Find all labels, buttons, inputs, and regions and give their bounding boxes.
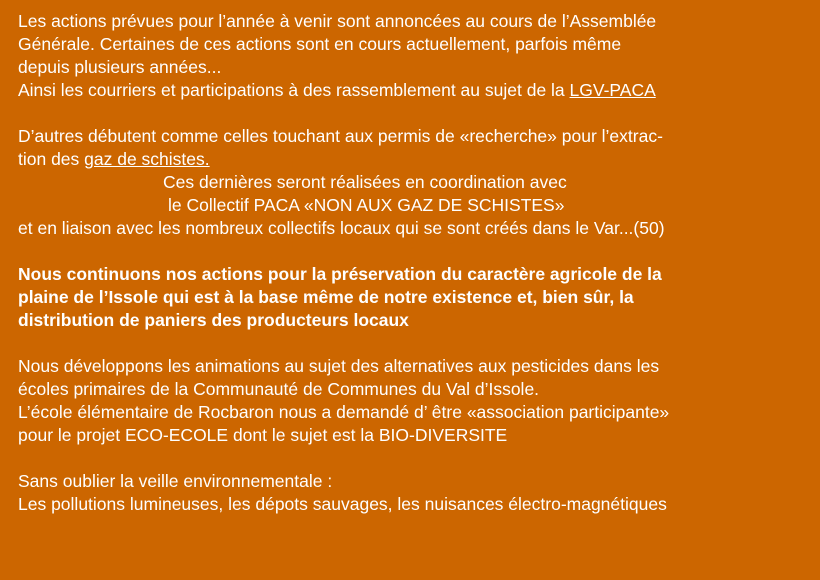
spacer <box>18 240 808 263</box>
paragraph-agricultural-plain <box>18 263 808 332</box>
text-line: L’école élémentaire de Rocbaron nous a demandé d’ être «association participante» <box>18 402 670 422</box>
text-line: et en liaison avec les nombreux collectifs locaux qui se sont créés dans le Var...(50) <box>18 218 665 238</box>
paragraph-annual-actions <box>18 10 808 102</box>
text-line: Sans oublier la veille environnementale : <box>18 471 333 491</box>
paragraph-shale-gas <box>18 125 808 240</box>
text-page <box>18 10 808 516</box>
text-line <box>18 148 808 171</box>
text-line: écoles primaires de la Communauté de Communes du Val d’Issole. <box>18 379 540 399</box>
gaz-de-schistes-link[interactable]: gaz de schistes. <box>84 149 210 169</box>
text-line: Les actions prévues pour l’année à venir sont annoncées au cours de l’Assemblée <box>18 11 657 31</box>
text-line: Ces dernières seront réalisées en coordination avec <box>163 172 567 192</box>
spacer <box>18 102 808 125</box>
text-line: Nous continuons nos actions pour la préservation du caractère agricole de la <box>18 264 662 284</box>
text-line: distribution de paniers des producteurs locaux <box>18 310 409 330</box>
text-line: D’autres débutent comme celles touchant aux permis de «recherche» pour l’extrac- <box>18 126 663 146</box>
text-line: le Collectif PACA «NON AUX GAZ DE SCHISTES» <box>168 195 565 215</box>
lgv-paca-link[interactable]: LGV-PACA <box>569 80 656 100</box>
paragraph-pesticides <box>18 355 808 447</box>
paragraph-environmental-watch <box>18 470 808 516</box>
text-fragment: tion des <box>18 149 85 169</box>
text-line: plaine de l’Issole qui est à la base même de notre existence et, bien sûr, la <box>18 287 634 307</box>
text-line: Générale. Certaines de ces actions sont en cours actuellement, parfois même <box>18 34 622 54</box>
spacer <box>18 332 808 355</box>
spacer <box>18 447 808 470</box>
text-fragment: Ainsi les courriers et participations à des rassemblement au sujet de la <box>18 80 570 100</box>
text-line: Nous développons les animations au sujet des alternatives aux pesticides dans les <box>18 356 660 376</box>
text-line: depuis plusieurs années... <box>18 57 222 77</box>
text-line: pour le projet ECO-ECOLE dont le sujet est la BIO-DIVERSITE <box>18 425 508 445</box>
text-line: Les pollutions lumineuses, les dépots sauvages, les nuisances électro-magnétiques <box>18 494 667 514</box>
text-line <box>18 79 808 102</box>
